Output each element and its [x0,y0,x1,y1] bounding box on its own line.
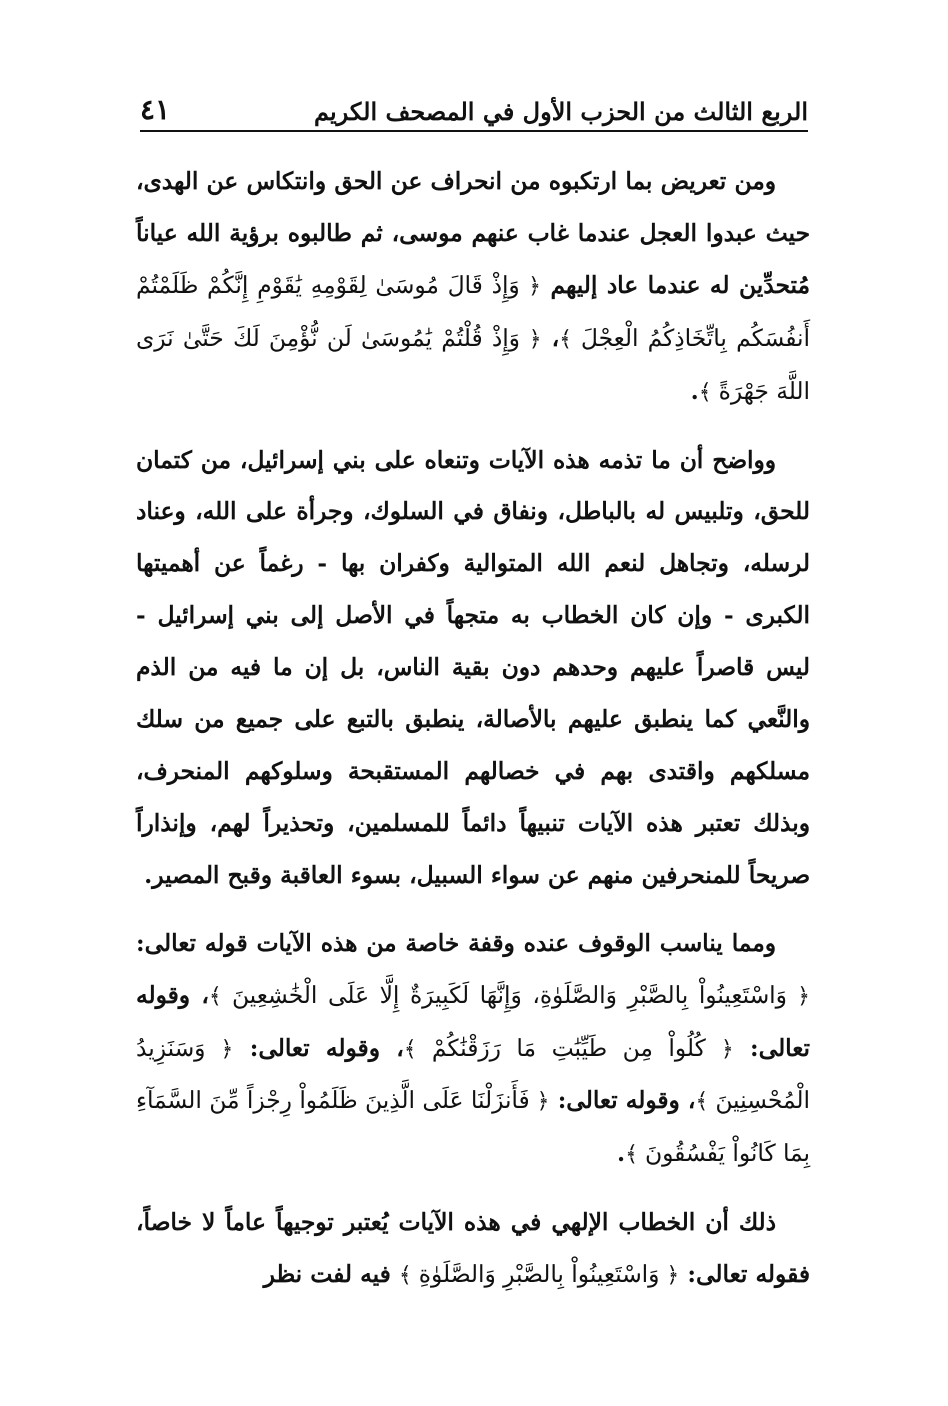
verse-open-bracket: ﴿ [205,1036,234,1062]
verse-text: وَإِذْ قَالَ مُوسَىٰ لِقَوْمِهِ يَٰقَوْمِ إِنَّكُمْ ظَلَمْتُمْ أَنفُسَكُم بِاتِّخَاذِكُمُ الْعِجْلَ [136,271,810,352]
verse-close-bracket: ﴾ [208,983,232,1009]
verse-close-bracket: ﴾ [559,326,581,352]
paragraph-2 [136,435,810,902]
verse-close-bracket: ﴾ [398,1263,419,1289]
page-number: ٤١ [140,93,171,126]
verse-text: وَاسْتَعِينُواْ بِالصَّبْرِ وَالصَّلَوٰةِ [418,1261,660,1289]
paragraph-text: ومما يناسب الوقوف عنده وقفة خاصة من هذه الآيات قوله تعالى: [136,929,776,957]
paragraph-4 [136,1197,810,1302]
paragraph-text: ذلك أن الخطاب الإلهي في هذه الآيات يُعتبر توجيهاً عاماً لا خاصاً، فقوله تعالى: [136,1209,810,1289]
running-title: الربع الثالث من الحزب الأول في المصحف الكريم [313,97,808,126]
verse-text: فَأَنزَلْنَا عَلَى الَّذِينَ ظَلَمُواْ رِجْزاً مِّنَ السَّمَآءِ بِمَا كَانُواْ يَفْسُقُونَ [136,1087,810,1168]
quran-verse [404,1035,734,1062]
verse-text: وَإِذْ قُلْتُمْ يَٰمُوسَىٰ لَن نُّؤْمِنَ لَكَ حَتَّىٰ نَرَى اللَّهَ جَهْرَةً [136,324,810,405]
quran-verse [399,1261,679,1288]
verse-text: وَاسْتَعِينُواْ بِالصَّبْرِ وَالصَّلَوٰةِ، وَإِنَّهَا لَكَبِيرَةٌ إِلَّا عَلَى الْخَٰشِعِينَ [231,981,787,1009]
paragraph-text: ، وقوله تعالى: [233,1034,404,1062]
verse-open-bracket: ﴿ [519,326,542,352]
paragraph-text: . [616,1140,626,1168]
verse-open-bracket: ﴿ [786,983,810,1009]
paragraph-text: ، وقوله تعالى: [549,1087,696,1115]
page-body [136,156,810,1302]
paragraph-text: ، [541,324,560,352]
verse-open-bracket: ﴿ [705,1036,734,1062]
paragraph-text: وواضح أن ما تذمه هذه الآيات وتنعاه على بني إسرائيل، من كتمان للحق، وتلبيس له بالباطل، ونفاق في السلوك، وجرأة على الله، وعناد لرسله، وتجاهل لنعم الله المتوالية وكفران بها - رغماً عن أهميتها الكبرى - وإن كان الخطاب به متجهاً في الأصل إلى بني إسرائيل - ليس قاصراً عليهم وحدهم دون بقية الناس، بل إن ما فيه من الذم والنَّعي كما ينطبق عليهم بالأصالة، ينطبق بالتبع على جميع من سلك مسلكهم واقتدى بهم في خصالهم المستقبحة وسلوكهم المنحرف، وبذلك تعتبر هذه الآيات تنبيهاً دائماً للمسلمين، وتحذيراً لهم، وإنذاراً صريحاً للمنحرفين منهم عن سواء السبيل، بسوء العاقبة وقبح المصير. [136,446,810,889]
verse-open-bracket: ﴿ [659,1263,680,1289]
paragraph-text: ، وقوله تعالى: [136,981,810,1062]
paragraph-1 [136,156,810,419]
running-header [140,84,808,132]
quran-verse [209,982,810,1009]
paragraph-text: ومن تعريض بما ارتكبوه من انحراف عن الحق وانتكاس عن الهدى، حيث عبدوا العجل عندما غاب عنهم موسى، ثم طالبوه برؤية الله عياناً مُتحدِّين له عندما عاد إليهم [136,168,811,299]
paragraph-3 [136,918,810,1182]
verse-close-bracket: ﴾ [695,1089,716,1115]
verse-text: كُلُواْ مِن طَيِّبَٰتِ مَا رَزَقْنَٰكُمْ [431,1034,706,1062]
paragraph-text: فيه لفت نظر [263,1261,399,1289]
verse-open-bracket: ﴿ [519,273,541,299]
verse-text: وَسَنَزِيدُ الْمُحْسِنِينَ [136,1034,810,1115]
verse-open-bracket: ﴿ [529,1089,550,1115]
verse-close-bracket: ﴾ [698,379,719,405]
verse-close-bracket: ﴾ [625,1142,645,1168]
paragraph-text: . [690,377,699,405]
verse-close-bracket: ﴾ [403,1036,432,1062]
